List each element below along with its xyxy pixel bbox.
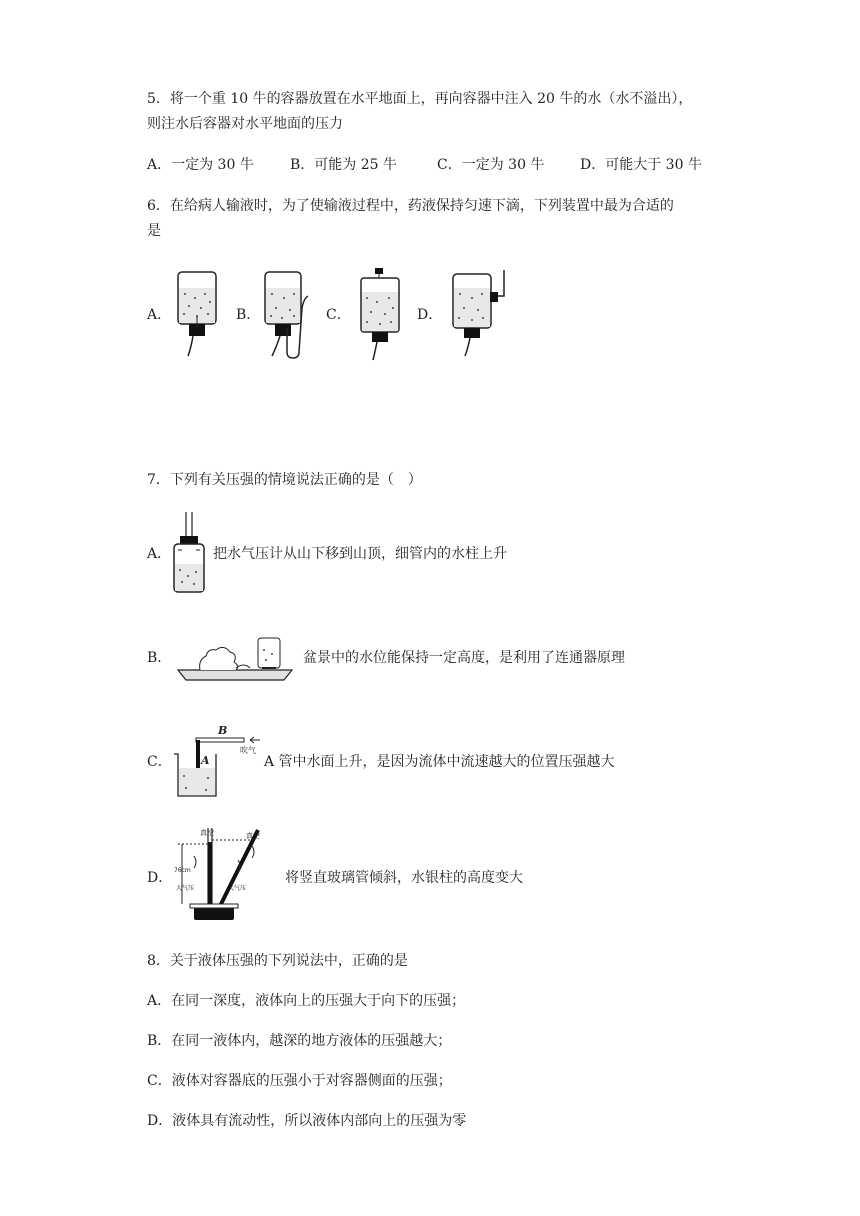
infusion-bottle-b-figure bbox=[262, 268, 318, 360]
height-label: 76cm bbox=[174, 867, 191, 874]
vacuum-label-2: 真空 bbox=[246, 832, 260, 840]
q8-option-d: D．液体具有流动性，所以液体内部向上的压强为零 bbox=[147, 1113, 467, 1129]
q7-option-b-label: B． bbox=[147, 650, 172, 666]
atm-label-1: 大气压 bbox=[176, 885, 195, 892]
vacuum-label-1: 真空 bbox=[200, 829, 214, 837]
q5-option-c: C．一定为 30 牛 bbox=[437, 157, 545, 173]
q7-option-c-text: A 管中水面上升，是因为流体中流速越大的位置压强越大 bbox=[264, 754, 615, 770]
infusion-bottle-d-figure bbox=[450, 266, 510, 362]
q6-option-b-label: B． bbox=[236, 307, 261, 323]
q6-option-c-label: C． bbox=[326, 307, 351, 323]
q7-option-b-text: 盆景中的水位能保持一定高度，是利用了连通器原理 bbox=[303, 650, 625, 666]
q6-option-d-label: D． bbox=[417, 307, 443, 323]
q7-stem: 7．下列有关压强的情境说法正确的是（ ） bbox=[147, 472, 422, 488]
infusion-bottle-a-figure bbox=[175, 268, 225, 360]
q5-stem-line2: 则注水后容器对水平地面的压力 bbox=[147, 116, 343, 132]
q6-stem-line1: 6．在给病人输液时，为了使输液过程中，药液保持匀速下滴，下列装置中最为合适的 bbox=[147, 198, 674, 214]
q8-stem: 8．关于液体压强的下列说法中，正确的是 bbox=[147, 953, 408, 969]
q7-option-a-label: A． bbox=[147, 546, 172, 562]
q8-option-c: C．液体对容器底的压强小于对容器侧面的压强； bbox=[147, 1073, 452, 1089]
q5-stem-line1: 5．将一个重 10 牛的容器放置在水平地面上，再向容器中注入 20 牛的水（水不溢出）， bbox=[147, 91, 693, 107]
atm-label-2: 大气压 bbox=[228, 885, 247, 892]
q6-stem-line2: 是 bbox=[147, 223, 161, 239]
infusion-bottle-c-figure bbox=[357, 266, 407, 362]
straw-blowing-figure bbox=[170, 722, 262, 802]
q8-option-b: B．在同一液体内，越深的地方液体的压强越大； bbox=[147, 1033, 452, 1049]
q7-option-d-label: D． bbox=[147, 870, 173, 886]
q8-option-a: A．在同一深度，液体向上的压强大于向下的压强； bbox=[147, 993, 466, 1009]
bonsai-tray-figure bbox=[176, 634, 294, 682]
q5-option-d: D．可能大于 30 牛 bbox=[580, 157, 702, 173]
q5-option-b: B．可能为 25 牛 bbox=[290, 157, 398, 173]
tube-a-label: A bbox=[201, 754, 210, 767]
q7-option-a-text: 把水气压计从山下移到山顶，细管内的水柱上升 bbox=[213, 546, 507, 562]
tube-b-label: B bbox=[218, 724, 228, 737]
q7-option-d-text: 将竖直玻璃管倾斜，水银柱的高度变大 bbox=[285, 870, 523, 886]
barometer-bottle-figure bbox=[168, 510, 212, 596]
torricelli-tube-figure bbox=[172, 826, 276, 924]
q6-option-a-label: A． bbox=[147, 307, 172, 323]
blow-label: 吹气 bbox=[240, 746, 256, 755]
q5-option-a: A．一定为 30 牛 bbox=[147, 157, 254, 173]
q7-option-c-label: C． bbox=[147, 754, 172, 770]
